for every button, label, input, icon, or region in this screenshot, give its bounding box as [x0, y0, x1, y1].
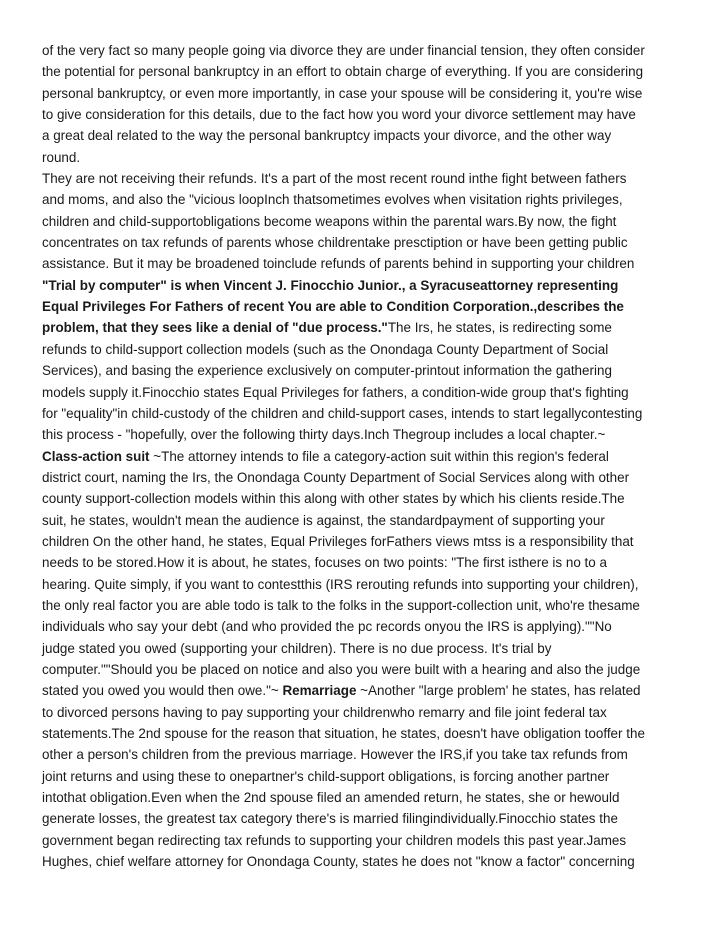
- bold-text-run: Equal Privileges For Fathers of recent You are able to Condition Corporation.,describes the: [42, 299, 624, 315]
- text-line: [42, 574, 692, 595]
- text-run: computer.""Should you be placed on notice and also you were built with a hearing and also the judge: [42, 661, 641, 677]
- text-line: [42, 680, 692, 701]
- text-run: Services), and basing the experience exclusively on computer-printout information the gathering: [42, 363, 612, 379]
- text-run: assistance. But it may be broadened toinclude refunds of parents behind in supporting your children: [42, 256, 635, 272]
- text-line: [42, 61, 692, 82]
- text-run: ~Another "large problem' he states, has related: [356, 683, 641, 699]
- text-line: [42, 317, 692, 338]
- text-run: intothat obligation.Even when the 2nd spouse filed an amended return, he states, she or hewould: [42, 790, 620, 806]
- text-run: the only real factor you are able todo is talk to the folks in the support-collection unit, who're thesame: [42, 597, 640, 613]
- text-line: [42, 744, 692, 765]
- text-run: to divorced persons having to pay supporting your childrenwho remarry and file joint federal tax: [42, 704, 607, 720]
- text-line: [42, 296, 692, 317]
- text-line: [42, 808, 692, 829]
- bold-text-run: Class-action suit: [42, 448, 150, 464]
- text-line: [42, 595, 692, 616]
- text-line: [42, 531, 692, 552]
- text-line: [42, 40, 692, 61]
- text-run: for "equality"in child-custody of the children and child-support cases, intends to start legallycontesting: [42, 405, 643, 421]
- text-run: Hughes, chief welfare attorney for Onondaga County, states he does not "know a factor" concerning: [42, 854, 635, 870]
- text-line: [42, 360, 692, 381]
- text-run: other a person's children from the previous marriage. However the IRS,if you take tax refunds from: [42, 747, 628, 763]
- text-line: [42, 702, 692, 723]
- text-line: [42, 339, 692, 360]
- text-line: [42, 766, 692, 787]
- text-line: [42, 211, 692, 232]
- text-line: [42, 424, 692, 445]
- text-line: [42, 851, 692, 872]
- text-run: refunds to child-support collection models (such as the Onondaga County Department of Social: [42, 341, 609, 357]
- text-run: needs to be stored.How it is about, he states, focuses on two points: "The first isthere is no to a: [42, 555, 607, 571]
- text-line: [42, 125, 692, 146]
- text-run: statements.The 2nd spouse for the reason that situation, he states, doesn't have obligation tooffer the: [42, 726, 645, 741]
- text-run: stated you owed you would then owe."~: [42, 683, 283, 699]
- bold-text-run: problem, that they sees like a denial of "due process.": [42, 320, 388, 336]
- text-run: government began redirecting tax refunds to supporting your children models this past year.James: [42, 832, 627, 848]
- text-run: district court, naming the Irs, the Onondaga County Department of Social Services along with other: [42, 469, 630, 485]
- text-line: [42, 488, 692, 509]
- text-line: [42, 723, 692, 744]
- text-run: They are not receiving their refunds. It's a part of the most recent round inthe fight between fathers: [42, 171, 627, 187]
- text-run: of the very fact so many people going via divorce they are under financial tension, they often consider: [42, 43, 645, 58]
- text-run: round.: [42, 149, 81, 165]
- text-run: individuals who say your debt (and who provided the pc records onyou the IRS is applying).""No: [42, 619, 612, 635]
- text-line: [42, 830, 692, 851]
- text-run: suit, he states, wouldn't mean the audience is against, the standardpayment of supporting your: [42, 512, 605, 528]
- text-line: [42, 446, 692, 467]
- text-run: a great deal related to the way the personal bankruptcy impacts your divorce, and the other way: [42, 128, 612, 144]
- text-line: [42, 232, 692, 253]
- text-run: the potential for personal bankruptcy in an effort to obtain charge of everything. If you are considering: [42, 64, 644, 80]
- text-line: [42, 510, 692, 531]
- text-line: [42, 104, 692, 125]
- text-line: [42, 168, 692, 189]
- bold-text-run: Remarriage: [282, 683, 357, 699]
- text-line: [42, 83, 692, 104]
- text-run: concentrates on tax refunds of parents whose childrentake presctiption or have been getting public: [42, 235, 628, 251]
- text-run: generate losses, the greatest tax category there's is married filingindividually.Finocchio states the: [42, 811, 618, 827]
- bold-text-run: "Trial by computer" is when Vincent J. Finocchio Junior., a Syracuseattorney representing: [42, 277, 619, 293]
- text-run: ~The attorney intends to file a category-action suit within this region's federal: [149, 448, 609, 464]
- text-line: [42, 147, 692, 168]
- text-run: joint returns and using these to onepartner's child-support obligations, is forcing another partner: [42, 768, 610, 784]
- text-run: judge stated you owed (supporting your children). There is no due process. It's trial by: [42, 640, 552, 656]
- text-line: [42, 189, 692, 210]
- text-run: personal bankruptcy, or even more importantly, in case your spouse will be considering it, you're wise: [42, 85, 643, 101]
- document-page: [42, 40, 692, 872]
- text-line: [42, 382, 692, 403]
- text-line: [42, 616, 692, 637]
- text-line: [42, 787, 692, 808]
- text-line: [42, 659, 692, 680]
- text-line: [42, 552, 692, 573]
- text-run: hearing. Quite simply, if you want to contestthis (IRS rerouting refunds into supporting your children),: [42, 576, 639, 592]
- text-line: [42, 403, 692, 424]
- text-line: [42, 253, 692, 274]
- text-line: [42, 467, 692, 488]
- text-run: county support-collection models within this along with other states by which his clients reside.The: [42, 491, 625, 507]
- text-run: children On the other hand, he states, Equal Privileges forFathers views mtss is a responsibility that: [42, 533, 634, 549]
- text-run: this process - "hopefully, over the following thirty days.Inch Thegroup includes a local chapter.~: [42, 427, 606, 443]
- text-run: and moms, and also the "vicious loopInch thatsometimes evolves when visitation rights privileges,: [42, 192, 623, 208]
- text-line: [42, 638, 692, 659]
- text-run: to give consideration for this details, due to the fact how you word your divorce settlement may have: [42, 107, 636, 123]
- text-run: children and child-supportobligations become weapons within the parental wars.By now, the fight: [42, 213, 617, 229]
- text-run: The Irs, he states, is redirecting some: [387, 320, 612, 336]
- text-run: models supply it.Finocchio states Equal Privileges for fathers, a condition-wide group that's fighting: [42, 384, 629, 400]
- text-line: [42, 275, 692, 296]
